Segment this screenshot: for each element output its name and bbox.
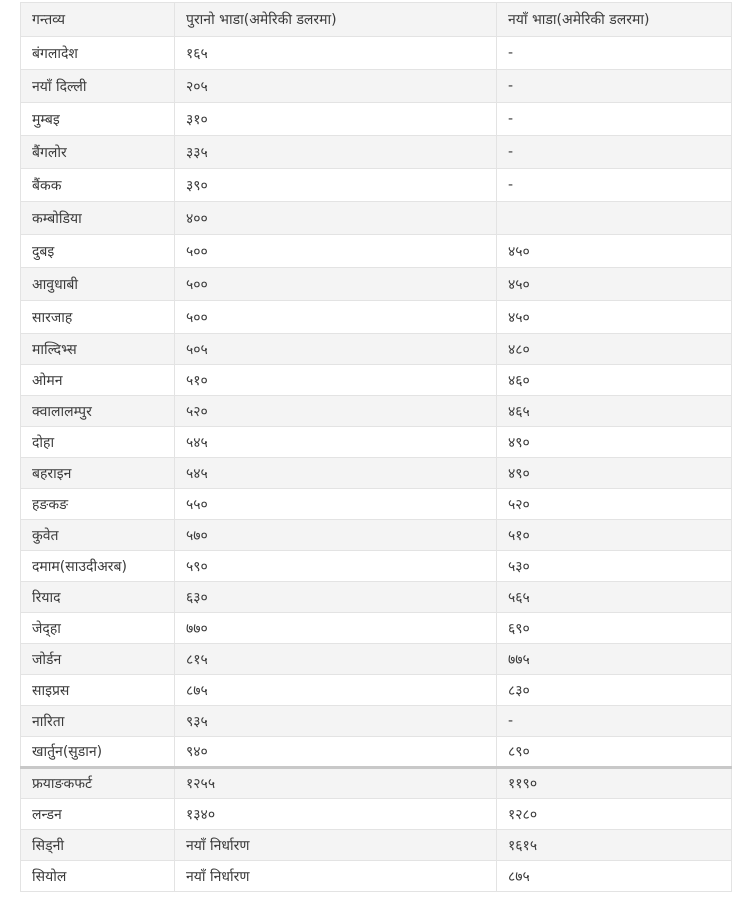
cell-destination: फ्रयाङकफर्ट [21, 768, 175, 799]
table-row [21, 235, 732, 268]
cell-old-fare: नयाँ निर्धारण [175, 830, 497, 861]
cell-new-fare: ५१० [497, 520, 732, 551]
table-row [21, 268, 732, 301]
table-row [21, 365, 732, 396]
table-row [21, 768, 732, 799]
table-row [21, 396, 732, 427]
cell-old-fare: ५५० [175, 489, 497, 520]
cell-destination: बैंगलोर [21, 136, 175, 169]
cell-old-fare: ५४५ [175, 458, 497, 489]
cell-old-fare: ५१० [175, 365, 497, 396]
table-body [21, 37, 732, 892]
table-row [21, 520, 732, 551]
cell-destination: आवुधाबी [21, 268, 175, 301]
table-row [21, 301, 732, 334]
cell-new-fare: - [497, 70, 732, 103]
cell-old-fare: ६३० [175, 582, 497, 613]
cell-new-fare: - [497, 103, 732, 136]
cell-old-fare: ९३५ [175, 706, 497, 737]
cell-old-fare: ५०० [175, 301, 497, 334]
cell-destination: नारिता [21, 706, 175, 737]
table-row [21, 202, 732, 235]
cell-new-fare: - [497, 37, 732, 70]
cell-old-fare: नयाँ निर्धारण [175, 861, 497, 892]
cell-new-fare: ८३० [497, 675, 732, 706]
table-row [21, 737, 732, 768]
table-row [21, 70, 732, 103]
cell-new-fare [497, 202, 732, 235]
cell-new-fare: ११९० [497, 768, 732, 799]
cell-new-fare: ४६५ [497, 396, 732, 427]
cell-destination: हङकङ [21, 489, 175, 520]
cell-destination: माल्दिभ्स [21, 334, 175, 365]
cell-destination: कुवेत [21, 520, 175, 551]
cell-destination: कम्बोडिया [21, 202, 175, 235]
cell-destination: क्वालालम्पुर [21, 396, 175, 427]
cell-destination: सिड्नी [21, 830, 175, 861]
header-destination: गन्तव्य [21, 3, 175, 37]
cell-old-fare: ७७० [175, 613, 497, 644]
cell-new-fare: ५२० [497, 489, 732, 520]
cell-destination: दमाम(साउदीअरब) [21, 551, 175, 582]
cell-new-fare: ४५० [497, 301, 732, 334]
table-row [21, 37, 732, 70]
cell-old-fare: ५०० [175, 235, 497, 268]
cell-old-fare: ५९० [175, 551, 497, 582]
cell-destination: ओमन [21, 365, 175, 396]
cell-new-fare: ६९० [497, 613, 732, 644]
header-old-fare: पुरानो भाडा(अमेरिकी डलरमा) [175, 3, 497, 37]
cell-new-fare: ४६० [497, 365, 732, 396]
cell-new-fare: ५३० [497, 551, 732, 582]
cell-new-fare: ४८० [497, 334, 732, 365]
cell-old-fare: ५७० [175, 520, 497, 551]
cell-destination: नयाँ दिल्ली [21, 70, 175, 103]
cell-old-fare: १६५ [175, 37, 497, 70]
cell-old-fare: १३४० [175, 799, 497, 830]
cell-old-fare: ४०० [175, 202, 497, 235]
cell-new-fare: ८९० [497, 737, 732, 768]
cell-old-fare: ५२० [175, 396, 497, 427]
cell-destination: बैंकक [21, 169, 175, 202]
cell-old-fare: ३९० [175, 169, 497, 202]
cell-new-fare: ४९० [497, 427, 732, 458]
cell-new-fare: १२८० [497, 799, 732, 830]
cell-old-fare: ५०० [175, 268, 497, 301]
cell-old-fare: १२५५ [175, 768, 497, 799]
table-row [21, 799, 732, 830]
cell-new-fare: ४५० [497, 235, 732, 268]
cell-destination: मुम्बइ [21, 103, 175, 136]
table-header-row [21, 3, 732, 37]
table-row [21, 644, 732, 675]
table-row [21, 551, 732, 582]
cell-old-fare: २०५ [175, 70, 497, 103]
table-row [21, 103, 732, 136]
table-row [21, 613, 732, 644]
cell-old-fare: ८१५ [175, 644, 497, 675]
cell-destination: दोहा [21, 427, 175, 458]
cell-new-fare: - [497, 706, 732, 737]
cell-destination: साइप्रस [21, 675, 175, 706]
table-row [21, 706, 732, 737]
cell-destination: लन्डन [21, 799, 175, 830]
cell-destination: सियोल [21, 861, 175, 892]
cell-destination: खार्तुन(सुडान) [21, 737, 175, 768]
cell-new-fare: ४५० [497, 268, 732, 301]
cell-old-fare: ५४५ [175, 427, 497, 458]
table-row [21, 582, 732, 613]
table-row [21, 830, 732, 861]
cell-destination: जोर्डन [21, 644, 175, 675]
table-row [21, 675, 732, 706]
cell-new-fare: १६१५ [497, 830, 732, 861]
cell-new-fare: - [497, 169, 732, 202]
header-new-fare: नयाँ भाडा(अमेरिकी डलरमा) [497, 3, 732, 37]
cell-destination: दुबइ [21, 235, 175, 268]
cell-new-fare: ७७५ [497, 644, 732, 675]
cell-new-fare: ४९० [497, 458, 732, 489]
table-row [21, 458, 732, 489]
table-row [21, 334, 732, 365]
cell-new-fare: ८७५ [497, 861, 732, 892]
cell-destination: रियाद [21, 582, 175, 613]
cell-old-fare: ९४० [175, 737, 497, 768]
table-row [21, 169, 732, 202]
table-row [21, 861, 732, 892]
cell-destination: सारजाह [21, 301, 175, 334]
table-row [21, 489, 732, 520]
cell-old-fare: ८७५ [175, 675, 497, 706]
table-row [21, 136, 732, 169]
table-row [21, 427, 732, 458]
cell-new-fare: ५६५ [497, 582, 732, 613]
cell-destination: जेद्हा [21, 613, 175, 644]
fare-table [20, 2, 732, 892]
cell-destination: बंगलादेश [21, 37, 175, 70]
cell-old-fare: ३१० [175, 103, 497, 136]
cell-old-fare: ५०५ [175, 334, 497, 365]
cell-new-fare: - [497, 136, 732, 169]
cell-old-fare: ३३५ [175, 136, 497, 169]
cell-destination: बहराइन [21, 458, 175, 489]
